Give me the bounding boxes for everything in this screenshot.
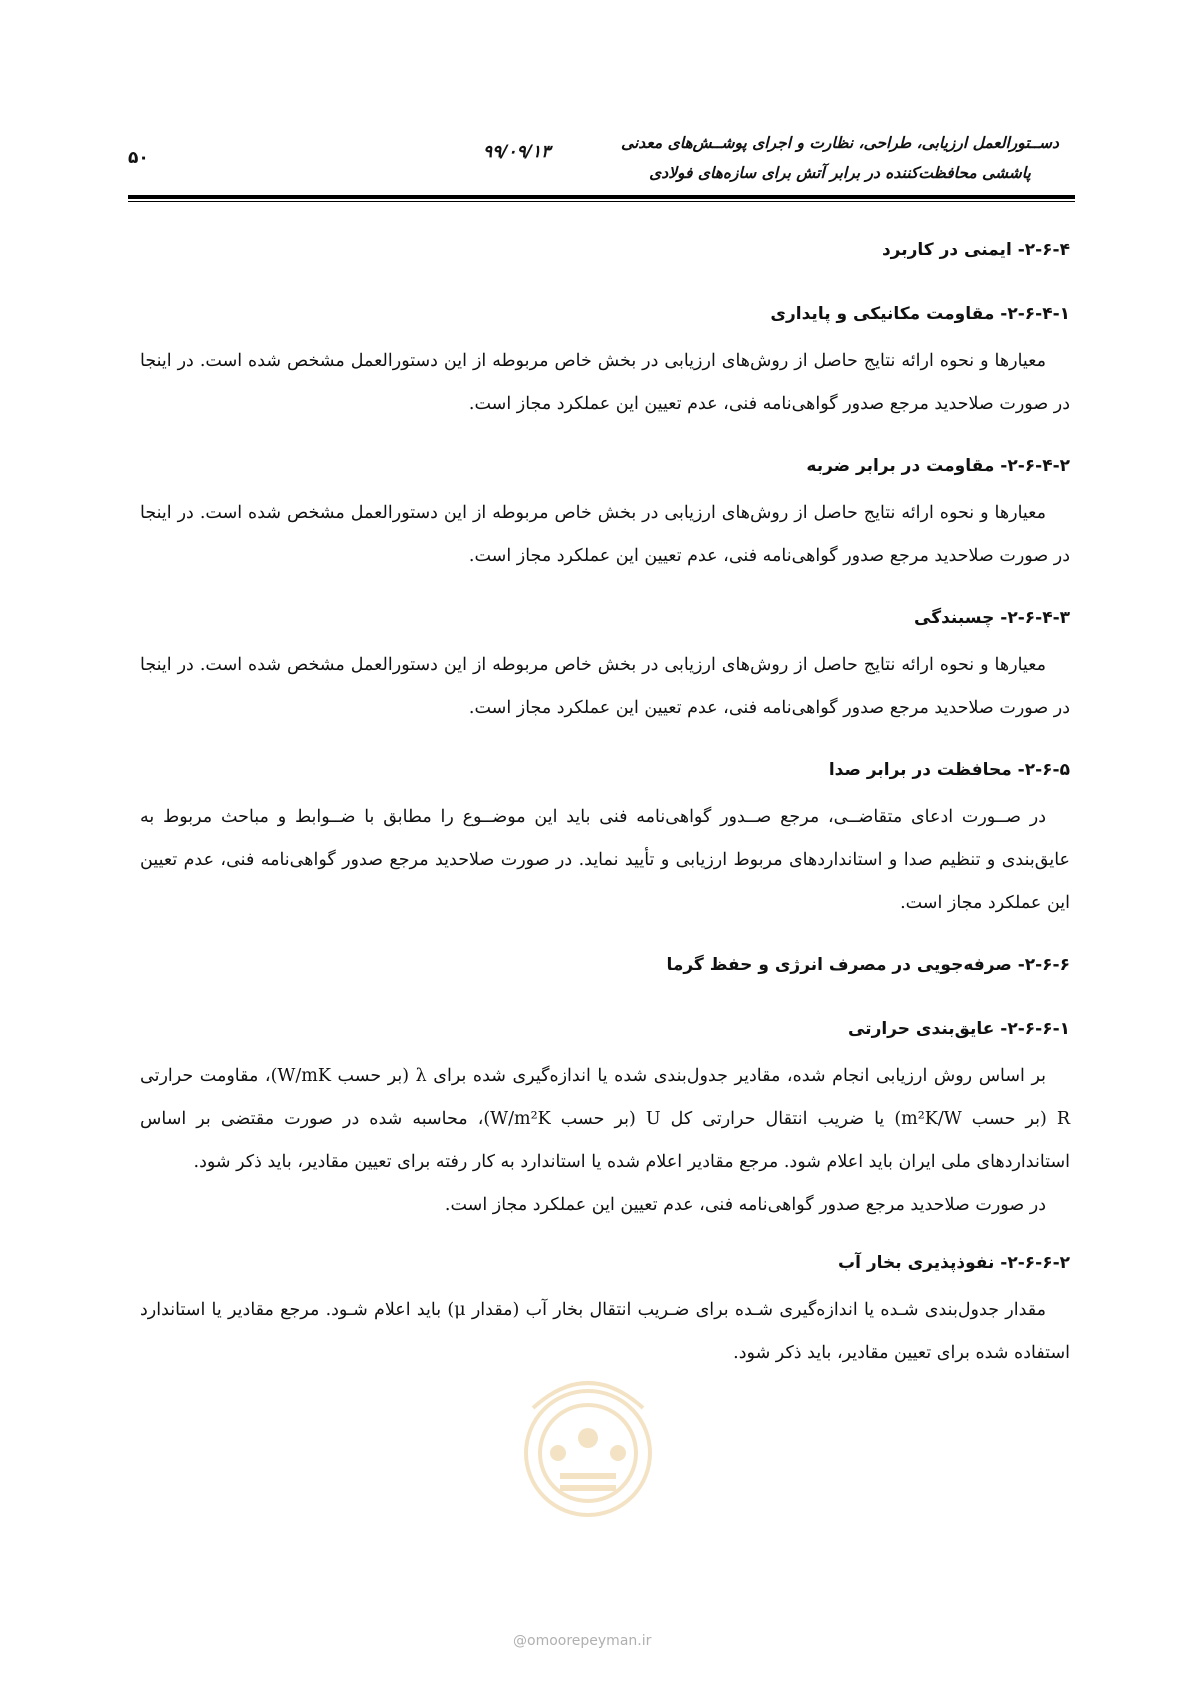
header-title-line2: پاششی محافظت‌کننده در برابر آتش برای سازه‌های فولادی <box>649 164 1031 182</box>
section-heading-2-6-4-3: ۲-۶-۴-۳- چسبندگی <box>914 608 1070 628</box>
paragraph-2-6-6-2: مقدار جدول‌بندی شـده یا اندازه‌گیری شـده برای ضـریب انتقال بخار آب (مقدار μ) باید اعلام شـود. مرجع مقادیر یا استاندارد استفاده شده برای تعیین مقادیر، باید ذکر شود. <box>140 1300 1070 1363</box>
paragraph-2-6-4-2: معیارها و نحوه ارائه نتایج حاصل از روش‌های ارزیابی در بخش خاص مربوطه از این دستورالعمل مشخص شده است. در اینجا در صورت صلاحدید مرجع صدور گواهی‌نامه فنی، عدم تعیین این عملکرد مجاز است. <box>140 503 1070 566</box>
paragraph-2-6-4-1: معیارها و نحوه ارائه نتایج حاصل از روش‌های ارزیابی در بخش خاص مربوطه از این دستورالعمل مشخص شده است. در اینجا در صورت صلاحدید مرجع صدور گواهی‌نامه فنی، عدم تعیین این عملکرد مجاز است. <box>140 351 1070 414</box>
watermark-site: @omoorepeyman.ir <box>513 1633 652 1649</box>
section-heading-2-6-5: ۲-۶-۵- محافظت در برابر صدا <box>828 760 1070 780</box>
header-rule-thick <box>128 195 1075 199</box>
header-rule-thin <box>128 201 1075 202</box>
paragraph-2-6-6-1: بر اساس روش ارزیابی انجام شده، مقادیر جدول‌بندی شده یا اندازه‌گیری شده برای λ (بر حسب W/mK)، مقاومت حرارتی R (بر حسب m²K/W) یا ضریب انتقال حرارتی کل U (بر حسب W/m²K)، محاسبه شده در صورت مقتضی بر اساس استانداردهای ملی ایران باید اعلام شود. مرجع مقادیر اعلام شده یا استاندارد به کار رفته برای تعیین مقادیر، باید ذکر شود. <box>140 1066 1071 1172</box>
section-heading-2-6-4-1: ۲-۶-۴-۱- مقاومت مکانیکی و پایداری <box>770 304 1070 324</box>
section-heading-2-6-6-1: ۲-۶-۶-۱- عایق‌بندی حرارتی <box>847 1019 1070 1039</box>
section-heading-2-6-6: ۲-۶-۶- صرفه‌جویی در مصرف انرژی و حفظ گرما <box>666 955 1070 975</box>
watermark-seal-logo <box>488 1353 688 1533</box>
page-number: ۵۰ <box>128 148 149 168</box>
section-heading-2-6-6-2: ۲-۶-۶-۲- نفوذپذیری بخار آب <box>838 1253 1070 1273</box>
header-title-line1: دســتورالعمل ارزیابی، طراحی، نظارت و اجرای پوشــش‌های معدنی <box>621 134 1059 152</box>
paragraph-2-6-6-1-b: در صورت صلاحدید مرجع صدور گواهی‌نامه فنی، عدم تعیین این عملکرد مجاز است. <box>444 1195 1046 1215</box>
section-heading-2-6-4: ۲-۶-۴- ایمنی در کاربرد <box>881 240 1070 260</box>
paragraph-2-6-5: در صــورت ادعای متقاضــی، مرجع صــدور گواهی‌نامه فنی باید این موضــوع را مطابق با ضــوابط و مباحث مربوط به عایق‌بندی و تنظیم صدا و استانداردهای مربوط ارزیابی و تأیید نماید. در صورت صلاحدید مرجع صدور گواهی‌نامه فنی، عدم تعیین این عملکرد مجاز است. <box>140 807 1070 913</box>
page-header <box>128 128 1075 198</box>
paragraph-2-6-4-3: معیارها و نحوه ارائه نتایج حاصل از روش‌های ارزیابی در بخش خاص مربوطه از این دستورالعمل مشخص شده است. در اینجا در صورت صلاحدید مرجع صدور گواهی‌نامه فنی، عدم تعیین این عملکرد مجاز است. <box>140 655 1070 718</box>
header-title <box>605 128 1075 188</box>
header-date: ۹۹/۰۹/۱۳ <box>483 142 551 162</box>
section-heading-2-6-4-2: ۲-۶-۴-۲- مقاومت در برابر ضربه <box>806 456 1070 476</box>
body-content <box>140 240 1070 1375</box>
